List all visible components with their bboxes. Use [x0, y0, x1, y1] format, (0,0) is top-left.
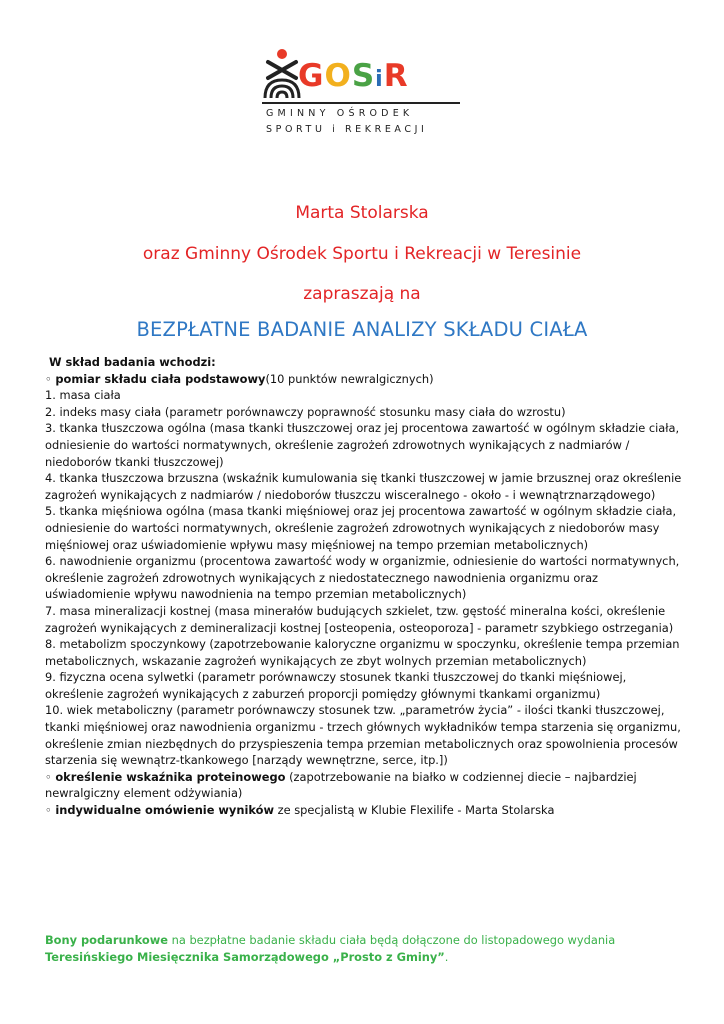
heading-name: Marta Stolarska — [295, 203, 429, 223]
list-item-main — [45, 371, 685, 388]
logo-divider — [262, 102, 460, 104]
item-bold: określenie wskaźnika proteinowego — [55, 769, 286, 784]
heading-invite: zapraszają na — [303, 284, 421, 304]
voucher-bold: Bony podarunkowe — [45, 933, 169, 947]
item-text: (zapotrzebowanie na białko w codziennej diecie – najbardziej newralgiczny element odżywiania) — [45, 769, 637, 801]
voucher-note — [45, 932, 685, 965]
logo-letter-r: R — [383, 58, 409, 94]
heading-event-title: BEZPŁATNE BADANIE ANALIZY SKŁADU CIAŁA — [136, 318, 588, 341]
gosir-logo — [262, 48, 462, 144]
logo-letter-i: i — [375, 67, 384, 92]
list-item: 4. tkanka tłuszczowa brzuszna (wskaźnik kumulowania się tkanki tłuszczowej w jamie brzusznej oraz określenie zagrożeń wynikających z nadmiarów / niedoborów tłuszczu wisceralnego - około - i wewnątrznarządowego) — [45, 471, 682, 502]
heading-organizer: oraz Gminny Ośrodek Sportu i Rekreacji w Teresinie — [142, 244, 582, 264]
list-item: 1. masa ciała — [45, 388, 121, 403]
list-item-protein — [45, 769, 685, 802]
logo-letter-o: O — [324, 58, 352, 94]
list-item: 9. fizyczna ocena sylwetki (parametr porównawczy stosunek tkanki tłuszczowej do tkanki mięśniowej, określenie zagrożeń wynikających z zaburzeń proporcji pomiędzy głównymi tkankami organizmu) — [45, 670, 627, 701]
list-item: 8. metabolizm spoczynkowy (zapotrzebowanie kaloryczne organizmu w spoczynku, określenie tempa przemian metabolicznych, wskazanie zagrożeń wynikających ze zbyt wolnych przemian metabolicznych) — [45, 637, 680, 668]
content-body — [45, 354, 685, 819]
logo-letter-s: S — [351, 58, 376, 94]
voucher-end: . — [444, 949, 449, 964]
logo-line-1: GMINNY OŚRODEK — [266, 108, 414, 119]
bullet: ◦ — [45, 803, 56, 818]
list-item: 5. tkanka mięśniowa ogólna (masa tkanki mięśniowej oraz jej procentowa zawartość w ogólnym składzie ciała, odniesienie do wartości normatywnych, określenie zagrożeń zdrowotnych wynikających z niedoborów masy mięśniowej oraz uświadomienie wpływu masy mięśniowej na tempo przemian metabolicznych) — [45, 504, 677, 552]
list-item: 6. nawodnienie organizmu (procentowa zawartość wody w organizmie, odniesienie do wartości normatywnych, określenie zagrożeń zdrowotnych wynikających z niedostatecznego nawodnienia organizmu oraz uświadomienie wpływu nawodnienia na tempo przemian metabolicznych) — [45, 554, 680, 602]
bullet: ◦ — [45, 371, 56, 386]
bullet: ◦ — [45, 769, 56, 784]
athlete-figure-icon — [262, 48, 302, 100]
list-item: 2. indeks masy ciała (parametr porównawczy poprawność stosunku masy ciała do wzrostu) — [45, 404, 566, 419]
item-text: ze specjalistą w Klubie Flexilife - Marta Stolarska — [273, 803, 555, 818]
item-bold: indywidualne omówienie wyników — [55, 803, 274, 818]
list-item: 7. masa mineralizacji kostnej (masa minerałów budujących szkielet, tzw. gęstość mineralna kości, określenie zagrożeń wynikających z demineralizacji kostnej [osteopenia, osteoporoza] - parametr szybkiego ostrzegania) — [45, 603, 674, 635]
list-item: 10. wiek metaboliczny (parametr porównawczy stosunek tzw. „parametrów życia” - ilości tkanki tłuszczowej, tkanki mięśniowej oraz nawodnienia organizmu - trzech głównych wykładników tempa starzenia się organizmu, określenie zmian niezbędnych do przyspieszenia tempa przemian metabolicznych oraz spowolnienia procesów starzenia się wewnątrz-tkankowego [narządy wewnętrzne, serce, itp.]) — [45, 703, 681, 768]
list-item-consultation — [45, 802, 685, 819]
item-bold: pomiar składu ciała podstawowy — [55, 371, 266, 386]
logo-letter-g: G — [298, 58, 325, 94]
logo-line-2: SPORTU i REKREACJI — [266, 124, 428, 135]
magazine-name: Teresińskiego Miesięcznika Samorządowego „Prosto z Gminy” — [45, 949, 445, 964]
list-intro: W skład badania wchodzi: — [49, 355, 216, 369]
voucher-text: na bezpłatne badanie składu ciała będą dołączone do listopadowego wydania — [168, 933, 616, 947]
logo-wordmark — [298, 56, 409, 100]
list-item: 3. tkanka tłuszczowa ogólna (masa tkanki tłuszczowej oraz jej procentowa zawartość w ogólnym składzie ciała, odniesienie do wartości normatywnych, określenie zagrożeń zdrowotnych wynikających z nadmiarów / niedoborów tkanki tłuszczowej) — [45, 421, 680, 469]
item-text: (10 punktów newralgicznych) — [265, 371, 434, 386]
